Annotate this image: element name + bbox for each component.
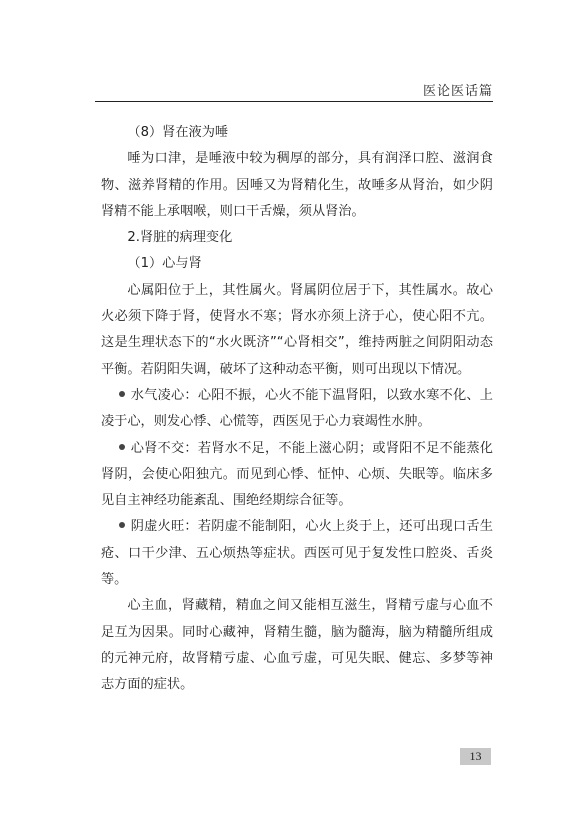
- running-header-title: 医论医话篇: [422, 84, 493, 99]
- paragraph-saliva: 唾为口津，是唾液中较为稠厚的部分，具有润泽口腔、滋润食物、滋养肾精的作用。因唾又为肾精化生，故唾多从肾治，如少阴肾精不能上承咽喉，则口干舌燥，须从肾治。: [101, 151, 493, 219]
- section-heading-pathology: 2.肾脏的病理变化: [127, 230, 233, 246]
- bullet-item-water-qi: [101, 383, 493, 436]
- paragraph-blood-essence: 心主血，肾藏精，精血之间又能相互滋生，肾精亏虚与心血不足互为因果。同时心藏神，肾精生髓，脑为髓海，脑为精髓所组成的元神元府，故肾精亏虚、心血亏虚，可见失眠、健忘、多梦等神志方面的症状。: [101, 598, 493, 693]
- bullet-dot-icon: [119, 444, 125, 450]
- paragraph-heart-kidney: 心属阳位于上，其性属火。肾属阴位居于下，其性属水。故心火必须下降于肾，使肾水不寒；肾水亦须上济于心，使心阳不亢。这是生理状态下的“水火既济”“心肾相交”，维持两脏之间阴阳动态平衡。若阴阳失调，破坏了这种动态平衡，则可出现以下情况。: [101, 282, 493, 377]
- bullet-dot-icon: [119, 391, 125, 397]
- bullet-item-heart-kidney-disharmony: [101, 436, 493, 515]
- header-divider: [95, 101, 493, 102]
- bullet-text: 阴虚火旺：若阴虚不能制阳，心火上炎于上，还可出现口舌生疮、口干少津、五心烦热等症状。西医可见于复发性口腔炎、舌炎等。: [101, 519, 493, 588]
- bullet-text: 水气凌心：心阳不振，心火不能下温肾阳，以致水寒不化、上凌于心，则发心悸、心慌等，西医见于心力衰竭性水肿。: [101, 387, 493, 430]
- page-body: [101, 120, 493, 699]
- section-heading-saliva: （8）肾在液为唾: [127, 125, 229, 140]
- bullet-item-yin-deficiency: [101, 514, 493, 593]
- bullet-text: 心肾不交：若肾水不足，不能上滋心阴；或肾阳不足不能蒸化肾阴，会使心阳独亢。而见到心悸、怔忡、心烦、失眠等。临床多见自主神经功能紊乱、围绝经期综合征等。: [101, 440, 493, 509]
- subheading-heart-kidney: （1）心与肾: [127, 256, 202, 272]
- bullet-dot-icon: [119, 522, 125, 528]
- page-number: 13: [460, 748, 491, 765]
